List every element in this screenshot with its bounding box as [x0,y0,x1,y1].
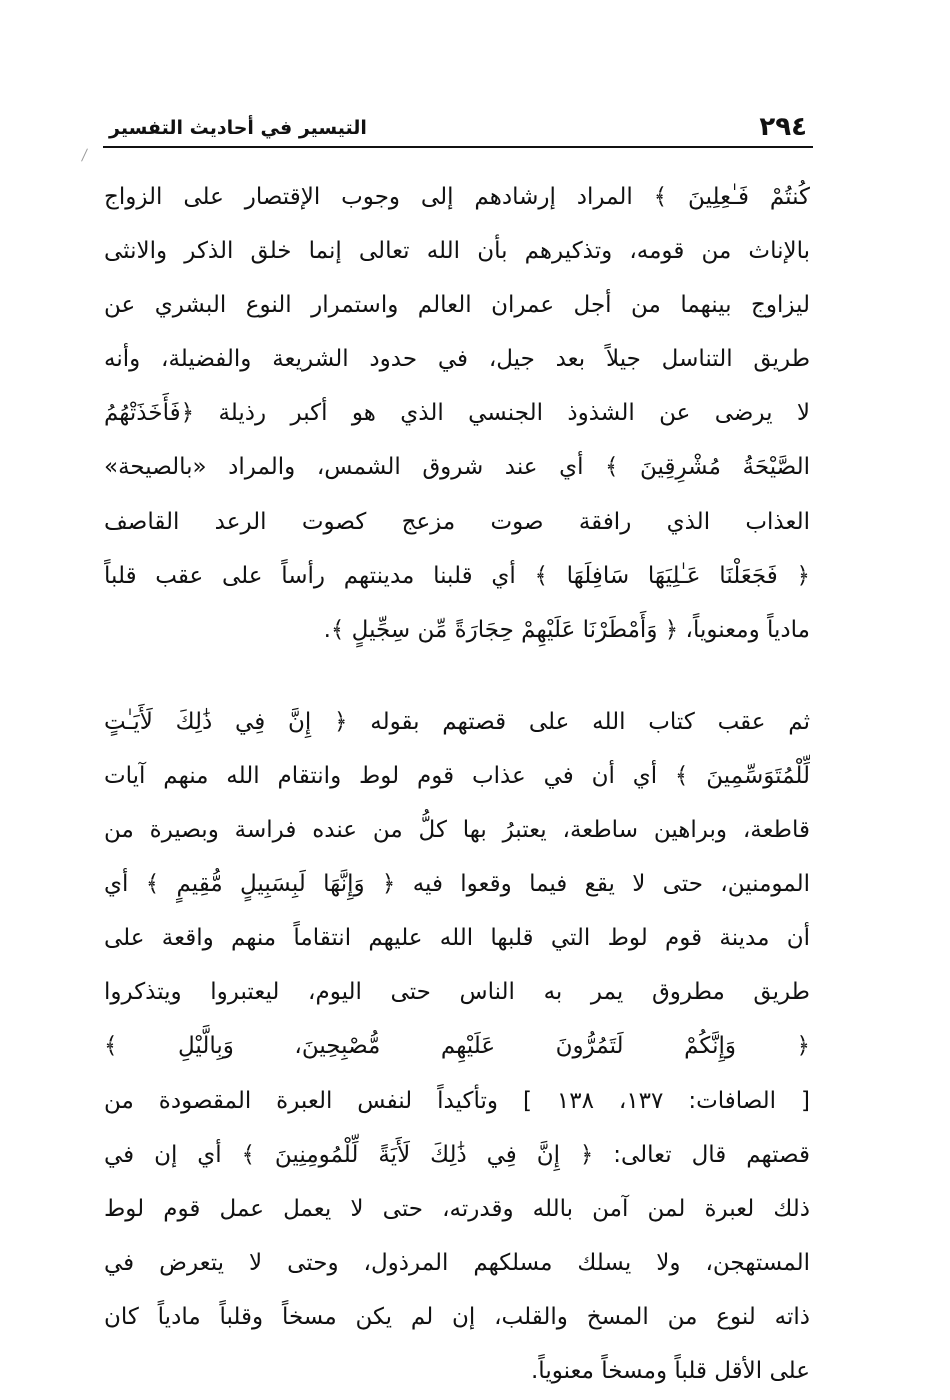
text-line: ذلك لعبرة لمن آمن بالله وقدرته، حتى لا يعمل عمل قوم لوط [104,1195,810,1222]
text-line: [ الصافات: ١٣٧، ١٣٨ ] وتأكيداً لنفس العبرة المقصودة من [104,1087,810,1114]
text-line: ﴿ فَجَعَلْنَا عَـٰلِيَهَا سَافِلَهَا ﴾ أي قلبنا مدينتهم رأساً على عقب قلباً [104,562,810,589]
text-line: لِّلْمُتَوَسِّمِينَ ﴾ أي أن في عذاب قوم لوط وانتقام الله منهم آيات [104,762,810,789]
text-line: ثم عقب كتاب الله على قصتهم بقوله ﴿ إِنَّ فِي ذَٰلِكَ لَأَيَـٰتٍ [104,708,810,735]
page-header [103,110,813,148]
margin-mark [81,148,88,161]
text-line: ليزاوج بينهما من أجل عمران العالم واستمرار النوع البشري عن [104,292,810,319]
page-number: ٢٩٤ [759,112,807,142]
running-title: التيسير في أحاديث التفسير [109,117,367,139]
text-line: المومنين، حتى لا يقع فيما وقعوا فيه ﴿ وَإِنَّهَا لَبِسَبِيلٍ مُّقِيمٍ ﴾ أي [104,871,810,898]
text-line: الصَّيْحَةُ مُشْرِقِينَ ﴾ أي عند شروق الشمس، والمراد «بالصيحة» [104,454,810,481]
text-line: كُنتُمْ فَـٰعِلِينَ ﴾ المراد إرشادهم إلى وجوب الإقتصار على الزواج [104,184,810,210]
text-line: المستهجن، ولا يسلك مسلكهم المرذول، وحتى لا يتعرض في [104,1249,810,1276]
text-line: لا يرضى عن الشذوذ الجنسي الذي هو أكبر رذيلة ﴿فَأَخَذَتْهُمُ [104,400,810,427]
text-line: طريق التناسل جيلاً بعد جيل، في حدود الشريعة والفضيلة، وأنه [104,346,810,373]
text-line: أن مدينة قوم لوط التي قلبها الله عليهم انتقاماً منهم واقعة على [104,925,810,952]
text-line: قاطعة، وبراهين ساطعة، يعتبرُ بها كلُّ من عنده فراسة وبصيرة من [104,817,810,844]
text-line: مادياً ومعنوياً، ﴿ وَأَمْطَرْنَا عَلَيْهِمْ حِجَارَةً مِّن سِجِّيلٍ ﴾. [323,616,810,643]
paragraph-1 [104,170,810,657]
text-line: طريق مطروق يمر به الناس حتى اليوم، ليعتبروا ويتذكروا [104,979,810,1006]
text-line: العذاب الذي رافقة صوت مزعج كصوت الرعد القاصف [104,508,810,535]
text-line: قصتهم قال تعالى: ﴿ إِنَّ فِي ذَٰلِكَ لَأَيَةً لِّلْمُومِنِينَ ﴾ أي إن في [104,1141,810,1168]
paragraph-gap [104,657,810,695]
text-line: على الأقل قلباً ومسخاً معنوياً. [531,1357,810,1384]
text-line: بالإناث من قومه، وتذكيرهم بأن الله تعالى إنما خلق الذكر والانثى [104,238,810,265]
text-line: ذاته لنوع من المسخ والقلب، إن لم يكن مسخاً وقلباً مادياً كان [104,1303,810,1330]
paragraph-2 [104,695,810,1398]
text-line: ﴿ وَإِنَّكُمْ لَتَمُرُّونَ عَلَيْهِم مُّصْبِحِينَ، وَبِالَّيْلِ ﴾ [104,1033,810,1060]
body-text [104,170,810,1398]
